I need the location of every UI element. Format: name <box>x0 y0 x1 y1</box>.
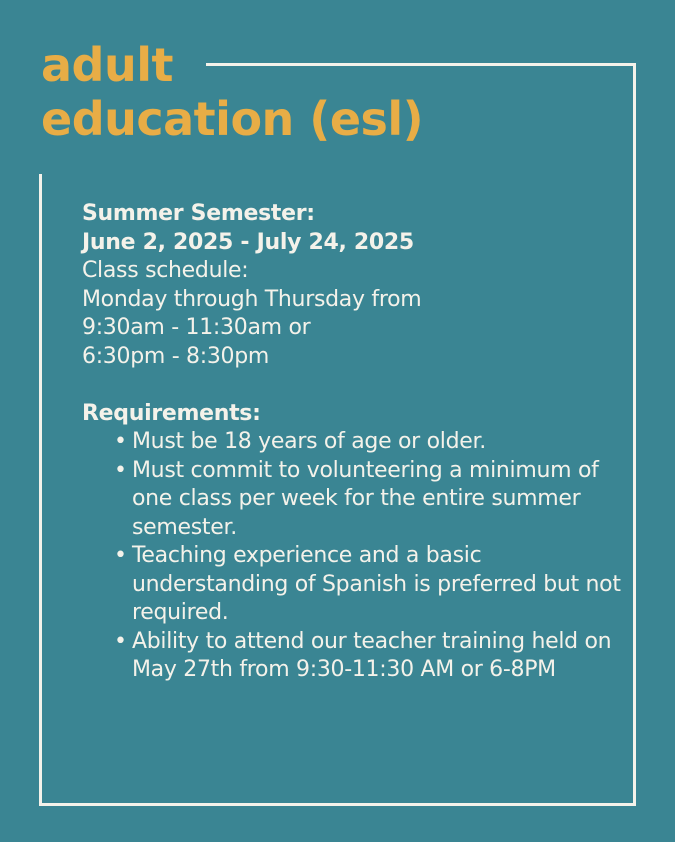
semester-dates: June 2, 2025 - July 24, 2025 <box>82 229 414 255</box>
bullet-icon: • <box>114 628 127 654</box>
semester-heading: Summer Semester: <box>82 201 315 226</box>
title-line-2: education (esl) <box>41 92 424 146</box>
schedule-time-morning: 9:30am - 11:30am or <box>82 315 311 340</box>
requirements-heading: Requirements: <box>82 400 261 426</box>
schedule-days: Monday through Thursday from <box>82 286 422 312</box>
requirement-text: Must be 18 years of age or older. <box>132 429 486 454</box>
section-spacer <box>82 371 622 400</box>
schedule-time-evening: 6:30pm - 8:30pm <box>82 343 270 369</box>
frame-right-border <box>633 63 636 806</box>
requirement-text: Must commit to volunteering a minimum of one class per week for the entire summer semester. <box>132 457 599 540</box>
frame-left-border <box>39 174 42 806</box>
title-line-1: adult <box>41 38 173 92</box>
bullet-icon: • <box>114 543 127 568</box>
content-block <box>82 200 622 685</box>
requirements-list <box>82 428 622 685</box>
requirement-item <box>114 628 622 685</box>
requirement-item <box>114 457 622 543</box>
schedule-label: Class schedule: <box>82 258 249 283</box>
requirement-text: Ability to attend our teacher training held on May 27th from 9:30-11:30 AM or 6-8PM <box>132 628 612 682</box>
requirement-item <box>114 542 622 628</box>
frame-bottom-border <box>39 803 636 806</box>
requirement-item <box>114 428 622 457</box>
bullet-icon: • <box>114 429 127 454</box>
page-title <box>41 38 423 146</box>
bullet-icon: • <box>114 457 127 483</box>
requirement-text: Teaching experience and a basic understanding of Spanish is preferred but not required. <box>132 543 621 625</box>
